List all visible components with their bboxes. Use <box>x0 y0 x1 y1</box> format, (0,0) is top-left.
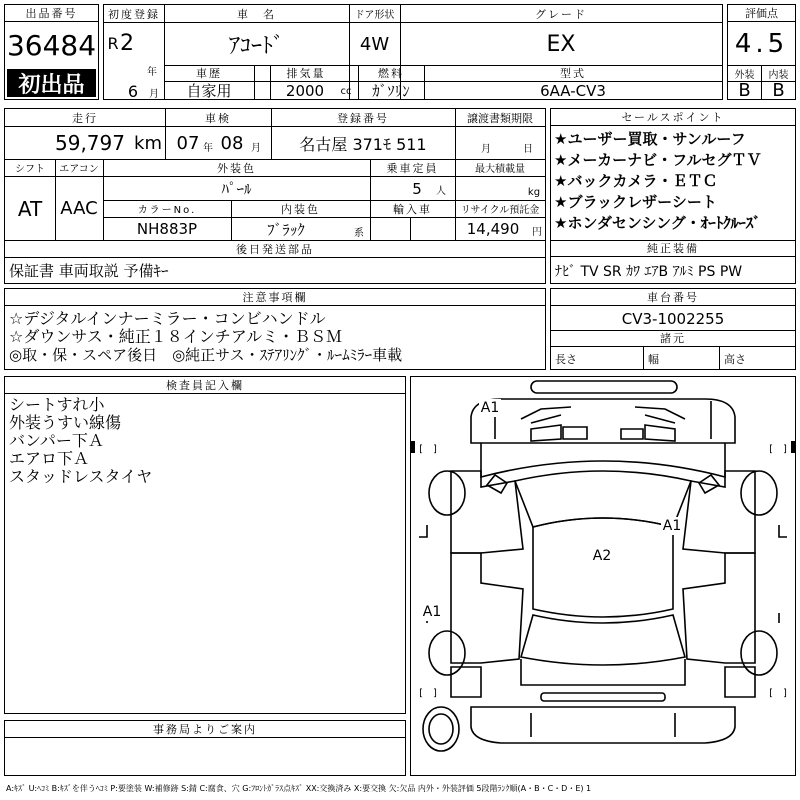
damage-diagram <box>410 376 796 776</box>
shift: AT <box>17 196 43 221</box>
inspector-list <box>9 396 152 486</box>
lot-number: 36484 <box>6 28 97 62</box>
inspector-item: 外装うすい線傷 <box>9 413 122 432</box>
load-label: 最大積載量 <box>475 164 525 175</box>
notes-list <box>9 310 402 364</box>
damage-mark: A1 <box>662 518 682 534</box>
era: R <box>107 33 119 53</box>
car-name: ｱｺｰﾄﾞ <box>228 33 284 59</box>
bracket-mark: [ ] <box>419 687 437 699</box>
color-no-label: カラーNo. <box>137 205 197 216</box>
inspection-month-unit: 月 <box>251 142 261 154</box>
interior-color: ﾌﾞﾗｯｸ <box>267 220 305 239</box>
door-type: 4W <box>359 33 390 55</box>
bracket-mark: [ ] <box>769 687 787 699</box>
score: 4.5 <box>734 29 789 59</box>
chassis-label: 車台番号 <box>551 289 795 306</box>
mileage-label: 走行 <box>72 111 98 125</box>
first-reg-month: 6 <box>127 83 139 99</box>
fuel-label: 燃料 <box>378 67 404 80</box>
note-item: ☆デジタルインナーミラー・コンビハンドル <box>9 309 326 328</box>
interior-color-label: 内装色 <box>281 202 320 216</box>
recycle-label: リサイクル預託金 <box>460 205 540 216</box>
history-label: 車歴 <box>196 67 222 80</box>
first-reg-label: 初度登録 <box>108 7 160 21</box>
year-unit: 年 <box>147 66 157 77</box>
damage-mark: A2 <box>592 548 612 564</box>
first-reg-year: 2 <box>120 30 134 56</box>
load-unit: kg <box>527 186 541 198</box>
office-box <box>4 720 406 776</box>
exterior-color-label: 外装色 <box>217 161 256 175</box>
dimensions-label: 諸元 <box>551 330 795 347</box>
exterior-grade-label: 外装 <box>734 69 755 81</box>
sales-point-item: ★バックカメラ・ＥＴＣ <box>554 172 718 190</box>
inspector-item: スタッドレスタイヤ <box>9 467 153 486</box>
interior-grade-label: 内装 <box>768 69 789 81</box>
plate-label: 登録番号 <box>337 111 389 125</box>
damage-mark: A1 <box>480 400 500 416</box>
door-label: ドア形状 <box>354 10 395 21</box>
inspection-year: 07 <box>176 132 200 154</box>
transfer-day-unit: 日 <box>523 143 533 155</box>
transfer-month-unit: 月 <box>481 143 491 155</box>
color-no: NH883P <box>136 220 198 238</box>
grade-label: グレード <box>535 7 587 21</box>
displacement-unit: cc <box>340 85 352 97</box>
exterior-color: ﾊﾟｰﾙ <box>221 180 252 198</box>
width-label: 幅 <box>648 352 659 366</box>
interior-grade: B <box>772 82 785 99</box>
inspector-label: 検査員記入欄 <box>5 377 405 394</box>
lot-number-box <box>4 4 99 100</box>
sales-points-list <box>554 129 762 234</box>
equipment: ﾅﾋﾞ TV SR ｶﾜ ｴｱB ｱﾙﾐ PS PW <box>555 263 743 280</box>
interior-color-unit: 系 <box>354 227 364 239</box>
capacity-label: 乗車定員 <box>386 161 439 175</box>
mileage: 59,797 <box>55 131 125 155</box>
office-label: 事務局よりご案内 <box>5 721 405 738</box>
shift-label: シフト <box>15 164 45 175</box>
chassis-box <box>550 288 796 370</box>
transfer-deadline-label: 譲渡書類期限 <box>467 111 533 125</box>
history: 自家用 <box>186 82 232 99</box>
legend: A:ｷｽﾞ U:ﾍｺﾐ B:ｷｽﾞを伴うﾍｺﾐ P:要塗装 W:補修跡 S:錆 C:腐食、穴 G:ﾌﾛﾝﾄｶﾞﾗｽ点ｷｽﾞ XX:交換済み X:要交換 欠:欠品 内外・外装評価 5段階ﾗﾝｸ順(A・B・C・D・E) 1 <box>6 783 592 793</box>
model-code: 6AA-CV3 <box>540 82 606 99</box>
plate-number: 名古屋 371ﾓ 511 <box>299 134 427 154</box>
car-name-label: 車 名 <box>237 7 276 21</box>
length-label: 長さ <box>555 352 577 366</box>
mileage-unit: km <box>134 132 162 154</box>
inspector-item: シートすれ小 <box>9 395 105 414</box>
displacement-label: 排気量 <box>286 67 326 80</box>
recycle-unit: 円 <box>532 226 542 238</box>
exterior-grade: B <box>738 82 751 99</box>
month-unit: 月 <box>149 88 159 99</box>
header-table <box>103 4 723 100</box>
model-label: 型式 <box>560 67 586 80</box>
lot-number-label: 出品番号 <box>5 5 98 22</box>
delivery-label: 後日発送部品 <box>236 242 314 256</box>
inspector-box <box>4 376 406 714</box>
bracket-mark: [ ] <box>769 443 787 455</box>
note-item: ◎取・保・スペア後日 ◎純正サス・ｽﾃｱﾘﾝｸﾞ・ﾙｰﾑﾐﾗｰ車載 <box>9 346 403 364</box>
capacity-unit: 人 <box>436 185 446 197</box>
ac: AAC <box>60 198 98 219</box>
import-label: 輸入車 <box>393 202 432 216</box>
inspection-year-unit: 年 <box>203 142 213 154</box>
fuel: ｶﾞｿﾘﾝ <box>372 82 410 99</box>
ac-label: エアコン <box>59 164 99 175</box>
notes-label: 注意事項欄 <box>5 289 545 306</box>
height-label: 高さ <box>724 352 746 366</box>
vehicle-details-table <box>4 108 546 284</box>
grade: EX <box>546 31 576 57</box>
notes-box <box>4 288 546 370</box>
note-item: ☆ダウンサス・純正１８インチアルミ・ＢＳＭ <box>9 327 343 346</box>
displacement: 2000 <box>285 82 325 99</box>
inspector-item: バンパー下Ａ <box>9 431 104 450</box>
score-label: 評価点 <box>728 5 795 22</box>
inspector-item: エアロ下Ａ <box>9 449 90 468</box>
chassis-number: CV3-1002255 <box>621 309 725 328</box>
equipment-label: 純正装備 <box>551 240 795 257</box>
inspection-label: 車検 <box>205 111 231 125</box>
sales-point-item: ★ホンダセンシング・ｵｰﾄｸﾙｰｽﾞ <box>554 214 761 232</box>
sales-point-item: ★メーカーナビ・フルセグＴＶ <box>554 151 762 169</box>
sales-point-item: ★ブラックレザーシート <box>554 193 717 211</box>
damage-mark: A1 <box>422 604 442 620</box>
delivery-parts: 保証書 車両取説 予備ｷｰ <box>9 262 169 280</box>
inspection-month: 08 <box>220 132 244 154</box>
capacity: 5 <box>412 179 422 198</box>
sales-point-item: ★ユーザー買取・サンルーフ <box>554 130 746 148</box>
score-box <box>727 4 796 100</box>
sales-points-box <box>550 108 796 284</box>
bracket-mark: [ ] <box>419 443 437 455</box>
sales-points-label: セールスポイント <box>551 109 795 126</box>
recycle-fee: 14,490 <box>466 220 520 238</box>
car-outline-diagram <box>411 377 795 775</box>
first-listing-badge: 初出品 <box>7 69 96 97</box>
